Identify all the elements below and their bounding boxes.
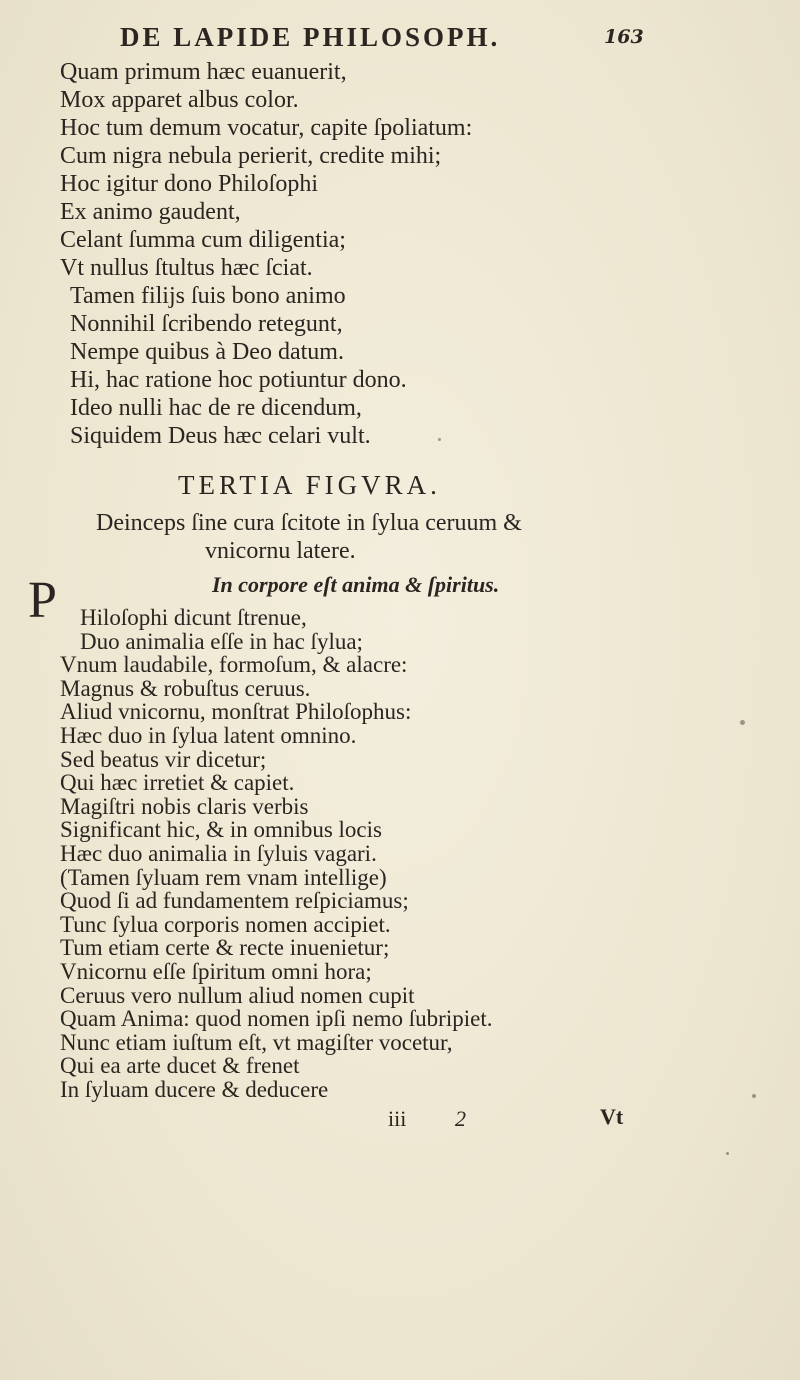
verse-line: Quod ſi ad fundamentem reſpiciamus; [60, 888, 409, 914]
verse-line: Nempe quibus à Deo datum. [70, 339, 344, 365]
ink-speck [726, 1152, 729, 1155]
subheading: In corpore eſt anima & ſpiritus. [212, 572, 500, 597]
signature-number: 2 [455, 1106, 466, 1131]
verse-line: Quam Anima: quod nomen ipſi nemo ſubripiet. [60, 1006, 493, 1032]
verse-line: (Tamen ſyluam rem vnam intellige) [60, 864, 387, 890]
verse-line: Hi, hac ratione hoc potiuntur dono. [70, 367, 407, 393]
verse-line: Tunc ſylua corporis nomen accipiet. [60, 911, 391, 937]
verse-line: Hiloſophi dicunt ſtrenue, [80, 605, 307, 630]
signature-mark: iii [388, 1106, 407, 1131]
running-header [0, 20, 800, 60]
verse-line: In ſyluam ducere & deducere [60, 1077, 329, 1102]
verse-line: Hæc duo animalia in ſyluis vagari. [60, 841, 377, 866]
verse-line: Ideo nulli hac de re dicendum, [70, 395, 362, 421]
verse-line: Quam primum hæc euanuerit, [60, 59, 347, 85]
verse-line: Sed beatus vir dicetur; [60, 746, 267, 772]
verse-line: Nonnihil ſcribendo retegunt, [70, 311, 343, 337]
verse-line: Magiſtri nobis claris verbis [60, 793, 309, 819]
verse-line: Hæc duo in ſylua latent omnino. [60, 723, 357, 748]
verse-line: Vt nullus ſtultus hæc ſciat. [60, 255, 313, 281]
verse-line: Ex animo gaudent, [60, 199, 241, 225]
caption-line-2: vnicornu latere. [205, 538, 356, 564]
catchword: Vt [600, 1104, 624, 1129]
page-number: 163 [604, 26, 644, 48]
verse-line: Ceruus vero nullum aliud nomen cupit [60, 982, 415, 1008]
verse-line: Nunc etiam iuſtum eſt, vt magiſter vocetur, [60, 1029, 453, 1055]
verse-line: Qui hæc irretiet & capiet. [60, 770, 295, 796]
section-heading: TERTIA FIGVRA. [178, 470, 441, 500]
verse-line: Duo animalia eſſe in hac ſylua; [80, 628, 363, 654]
ink-speck [740, 720, 745, 725]
ink-speck [752, 1094, 756, 1098]
verse-line: Hoc igitur dono Philoſophi [60, 171, 318, 197]
verse-line: Significant hic, & in omnibus locis [60, 817, 382, 843]
verse-line: Celant ſumma cum diligentia; [60, 227, 346, 253]
verse-line: Magnus & robuſtus ceruus. [60, 675, 311, 701]
ink-speck [438, 438, 441, 441]
verse-line: Siquidem Deus hæc celari vult. [70, 423, 371, 449]
verse-line: Cum nigra nebula perierit, credite mihi; [60, 143, 442, 169]
verse-line: Tum etiam certe & recte inuenietur; [60, 935, 390, 961]
caption-line-1: Deinceps ſine cura ſcitote in ſylua ceruum & [96, 510, 522, 536]
drop-cap: P [28, 572, 57, 629]
verse-line: Vnum laudabile, formoſum, & alacre: [60, 652, 408, 678]
verse-line: Tamen filijs ſuis bono animo [70, 283, 346, 309]
verse-line: Vnicornu eſſe ſpiritum omni hora; [60, 959, 372, 984]
running-title: DE LAPIDE PHILOSOPH. [120, 22, 501, 52]
verse-line: Aliud vnicornu, monſtrat Philoſophus: [60, 699, 412, 725]
verse-line: Qui ea arte ducet & frenet [60, 1053, 300, 1079]
verse-line: Hoc tum demum vocatur, capite ſpoliatum: [60, 115, 473, 141]
verse-line: Mox apparet albus color. [60, 87, 299, 113]
